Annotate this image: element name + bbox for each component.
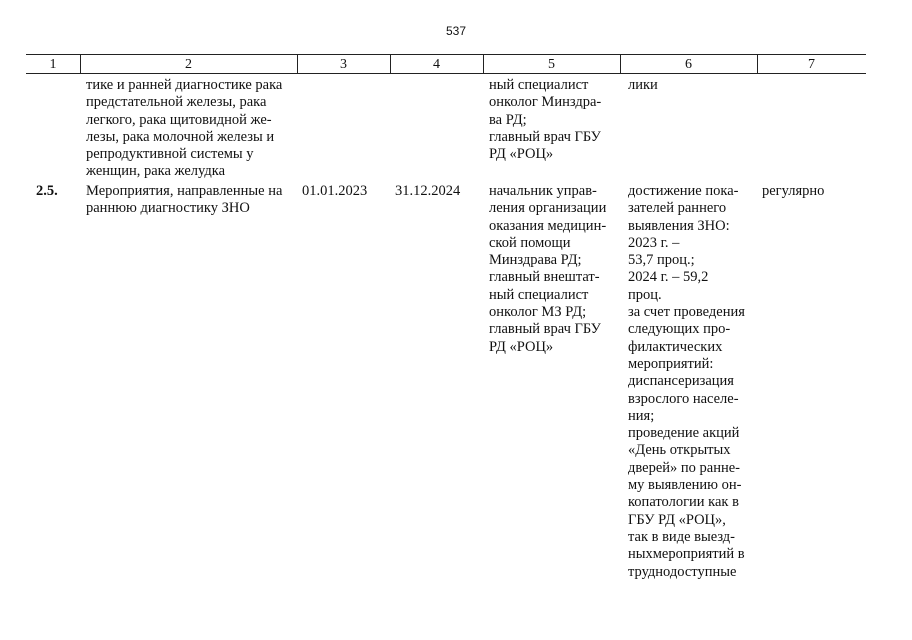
- continuation-responsible-text: ный специалист онколог Минздра- ва РД; главный врач ГБУ РД «РОЦ»: [489, 77, 602, 163]
- frequency: регулярно: [762, 183, 825, 199]
- continuation-measure-text: тике и ранней диагностике рака предстательной железы, рака легкого, рака щитовидной же- лезы, рака молочной железы и репродуктивной системы у женщин, рака желудка: [86, 77, 283, 180]
- responsible-persons: начальник управ- ления организации оказания медицин- ской помощи Минздрава РД; главный внештат- ный специалист онколог МЗ РД; главный врач ГБУ РД «РОЦ»: [489, 183, 607, 355]
- continuation-result-text: лики: [628, 77, 658, 93]
- column-number-4: 4: [433, 57, 440, 72]
- header-top-border: [26, 54, 866, 55]
- column-number-7: 7: [808, 57, 815, 72]
- column-number-5: 5: [548, 57, 555, 72]
- header-bottom-border: [26, 73, 866, 74]
- row-number: 2.5.: [36, 183, 58, 199]
- start-date: 01.01.2023: [302, 183, 368, 199]
- page-number: 537: [445, 24, 467, 38]
- end-date: 31.12.2024: [395, 183, 461, 199]
- expected-result: достижение пока- зателей раннего выявления ЗНО: 2023 г. – 53,7 проц.; 2024 г. – 59,2 проц. за счет проведения следующих про- филактических мероприятий: диспансеризация взрослого населе- ния; проведение акций «День открытых дверей» по ранне- му выявлению он- копатологии как в ГБУ РД «РОЦ», так в виде выезд- ныхмероприятий в труднодоступные: [628, 183, 745, 580]
- measure-title: Мероприятия, направленные на раннюю диагностику ЗНО: [86, 183, 283, 217]
- column-number-3: 3: [340, 57, 347, 72]
- column-number-6: 6: [685, 57, 692, 72]
- column-number-1: 1: [49, 57, 57, 72]
- column-number-2: 2: [185, 57, 192, 72]
